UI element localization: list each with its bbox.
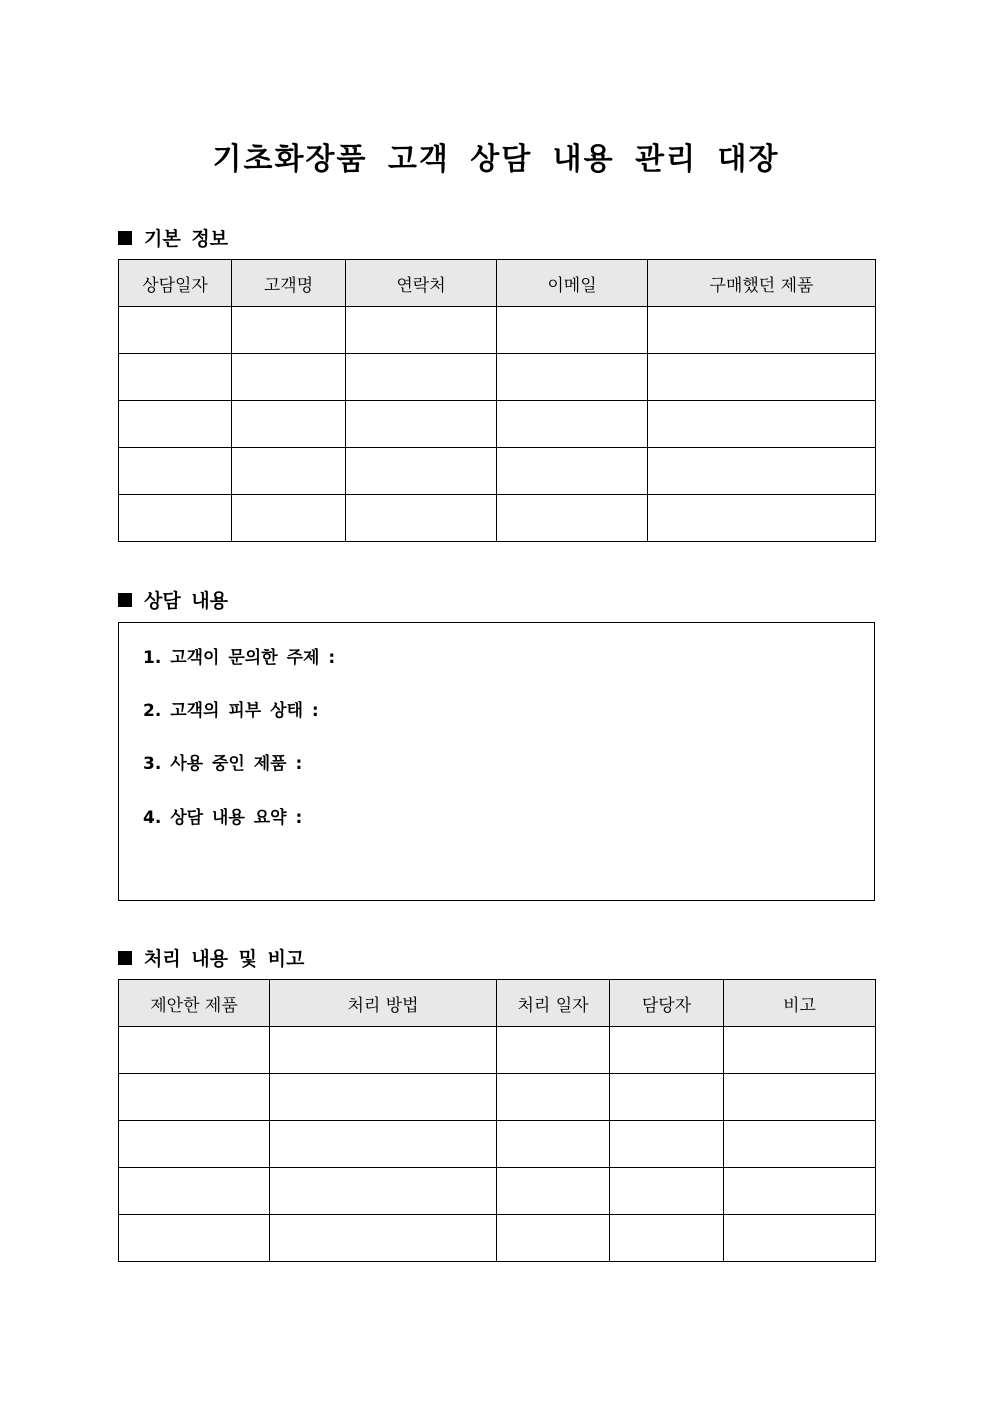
table-cell[interactable] [648,448,876,495]
table-header-row [119,980,876,1027]
table-cell[interactable] [270,1074,497,1121]
table-cell[interactable] [119,1215,270,1262]
table-cell[interactable] [119,1121,270,1168]
table-cell[interactable] [610,1027,724,1074]
table-cell[interactable] [497,495,648,542]
table-cell[interactable] [119,1027,270,1074]
table-cell[interactable] [497,1027,610,1074]
table-cell[interactable] [648,401,876,448]
table-row [119,307,876,354]
table-cell[interactable] [724,1027,876,1074]
section-heading-label: 상담 내용 [144,590,229,612]
column-header: 이메일 [497,260,648,307]
section-heading-label: 처리 내용 및 비고 [144,948,305,970]
column-header: 제안한 제품 [119,980,270,1027]
table-row [119,1121,876,1168]
table-cell[interactable] [232,448,346,495]
table-row [119,401,876,448]
section-heading-basic-info [118,224,228,251]
table-cell[interactable] [119,1074,270,1121]
column-header: 담당자 [610,980,724,1027]
table-row [119,1215,876,1262]
table-cell[interactable] [497,448,648,495]
consultation-item: 3. 사용 중인 제품 : [143,754,303,774]
square-bullet-icon [118,951,132,965]
table-cell[interactable] [232,495,346,542]
table-row [119,1074,876,1121]
table-cell[interactable] [232,401,346,448]
square-bullet-icon [118,231,132,245]
table-cell[interactable] [497,354,648,401]
table-cell[interactable] [119,495,232,542]
table-cell[interactable] [346,448,497,495]
basic-info-table [118,259,876,542]
table-cell[interactable] [270,1121,497,1168]
section-heading-label: 기본 정보 [144,228,229,250]
table-cell[interactable] [648,495,876,542]
table-row [119,448,876,495]
consultation-item: 1. 고객이 문의한 주제 : [143,648,336,668]
table-cell[interactable] [610,1168,724,1215]
column-header: 상담일자 [119,260,232,307]
table-cell[interactable] [346,401,497,448]
processing-table [118,979,876,1262]
table-cell[interactable] [497,401,648,448]
column-header: 처리 일자 [497,980,610,1027]
column-header: 비고 [724,980,876,1027]
square-bullet-icon [118,593,132,607]
table-row [119,495,876,542]
document-title: 기초화장품 고객 상담 내용 관리 대장 [212,142,780,177]
column-header: 연락처 [346,260,497,307]
table-cell[interactable] [232,354,346,401]
table-cell[interactable] [270,1215,497,1262]
table-cell[interactable] [610,1215,724,1262]
consultation-box[interactable] [118,622,875,901]
table-cell[interactable] [346,307,497,354]
column-header: 처리 방법 [270,980,497,1027]
section-heading-consultation [118,586,228,613]
table-cell[interactable] [119,401,232,448]
table-cell[interactable] [497,1074,610,1121]
table-cell[interactable] [346,354,497,401]
table-cell[interactable] [648,307,876,354]
table-cell[interactable] [648,354,876,401]
table-cell[interactable] [232,307,346,354]
table-cell[interactable] [724,1121,876,1168]
consultation-item: 4. 상담 내용 요약 : [143,808,303,828]
column-header: 고객명 [232,260,346,307]
table-cell[interactable] [724,1168,876,1215]
table-cell[interactable] [346,495,497,542]
table-cell[interactable] [724,1074,876,1121]
table-row [119,1027,876,1074]
table-cell[interactable] [270,1027,497,1074]
table-cell[interactable] [497,1168,610,1215]
section-heading-processing [118,944,304,971]
column-header: 구매했던 제품 [648,260,876,307]
table-cell[interactable] [497,307,648,354]
table-cell[interactable] [497,1121,610,1168]
table-cell[interactable] [119,307,232,354]
table-header-row [119,260,876,307]
table-cell[interactable] [119,354,232,401]
table-cell[interactable] [724,1215,876,1262]
table-cell[interactable] [610,1121,724,1168]
table-cell[interactable] [497,1215,610,1262]
table-row [119,1168,876,1215]
table-cell[interactable] [119,1168,270,1215]
table-cell[interactable] [119,448,232,495]
table-row [119,354,876,401]
table-cell[interactable] [270,1168,497,1215]
consultation-item: 2. 고객의 피부 상태 : [143,701,319,721]
table-cell[interactable] [610,1074,724,1121]
